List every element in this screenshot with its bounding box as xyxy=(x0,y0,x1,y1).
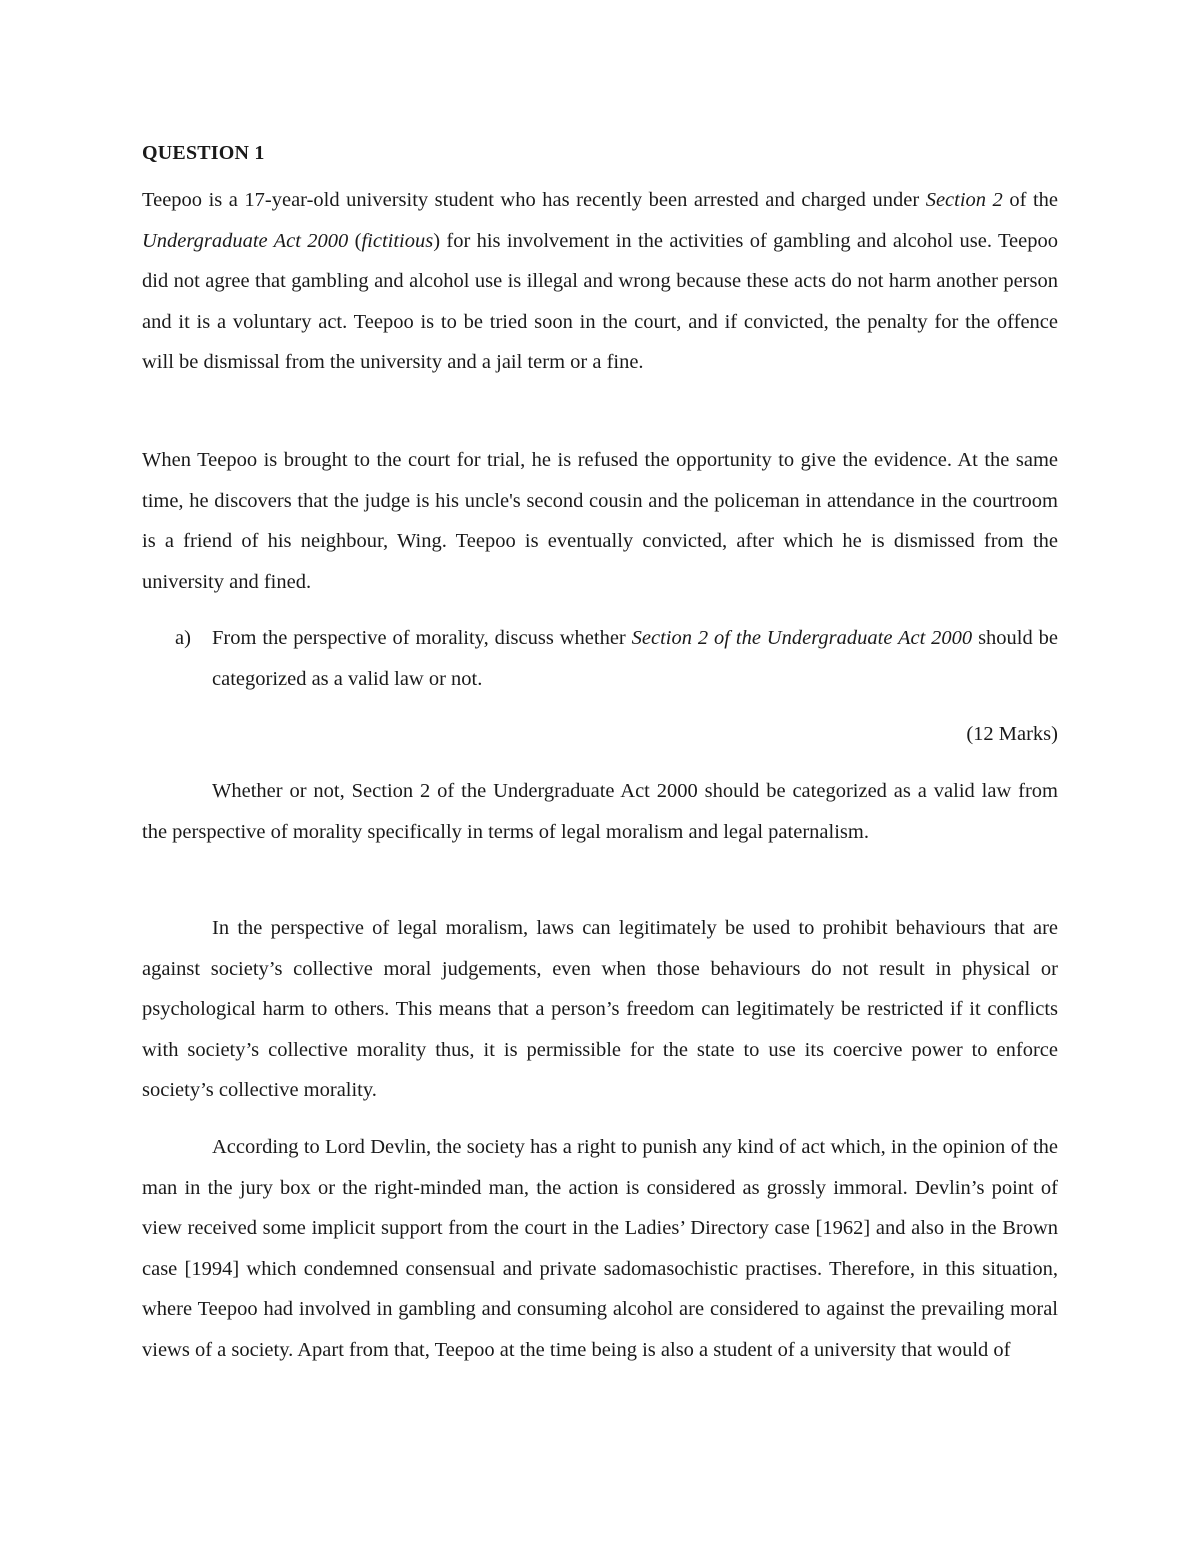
p1-text-a: Teepoo is a 17-year-old university student who has recently been arrested and charged under xyxy=(142,189,926,211)
p1-text-c: of the xyxy=(1002,189,1058,211)
item-a-text-2: should be categorized as a valid law or not. xyxy=(212,627,1058,690)
p1-text-e: ( xyxy=(348,229,362,252)
p1-act-ref: Undergraduate Act 2000 xyxy=(142,229,349,252)
answer-paragraph-2: In the perspective of legal moralism, laws can legitimately be used to prohibit behaviours that are against society’s collective moral judgements, even when those behaviours do not result in physical or psychological harm to others. This means that a person’s freedom can legitimately be restricted if it conflicts with society’s collective morality thus, it is permissible for the state to use its coercive power to enforce society’s collective morality. xyxy=(142,917,1058,1101)
answer-paragraph-3: According to Lord Devlin, the society has a right to punish any kind of act which, in the opinion of the man in the jury box or the right-minded man, the action is considered as grossly immoral. Devlin’s point of view received some implicit support from the court in the Ladies’ Directory case [1962] and also in the Brown case [1994] which condemned consensual and private sadomasochistic practises. Therefore, in this situation, where Teepoo had involved in gambling and consuming alcohol are considered to against the prevailing moral views of a society. Apart from that, Teepoo at the time being is also a student of a university that would of xyxy=(142,1136,1058,1361)
scenario-paragraph-1 xyxy=(142,180,1058,383)
question-item-a xyxy=(142,618,1058,699)
marks-label: (12 Marks) xyxy=(966,723,1058,745)
scenario-paragraph-2: When Teepoo is brought to the court for trial, he is refused the opportunity to give the evidence. At the same time, he discovers that the judge is his uncle's second cousin and the policeman in attendance in the courtroom is a friend of his neighbour, Wing. Teepoo is eventually convicted, after which he is dismissed from the university and fined. xyxy=(142,449,1058,593)
question-heading: QUESTION 1 xyxy=(142,142,265,164)
p1-fictitious: fictitious xyxy=(361,229,434,252)
item-a-text-1: From the perspective of morality, discuss whether xyxy=(212,627,632,649)
item-a-text xyxy=(212,618,1058,699)
item-a-act-ref: Section 2 of the Undergraduate Act 2000 xyxy=(631,627,973,649)
answer-paragraph-1: Whether or not, Section 2 of the Undergraduate Act 2000 should be categorized as a valid law from the perspective of morality specifically in terms of legal moralism and legal paternalism. xyxy=(142,780,1058,843)
p1-section-ref: Section 2 xyxy=(925,189,1003,211)
item-a-label: a) xyxy=(175,627,191,649)
p1-text-g: ) for his involvement in the activities of gambling and alcohol use. Teepoo did not agree that gambling and alcohol use is illegal and wrong because these acts do not harm another person and it is a voluntary act. Teepoo is to be tried soon in the court, and if convicted, the penalty for the offence will be dismissal from the university and a jail term or a fine. xyxy=(142,229,1058,373)
